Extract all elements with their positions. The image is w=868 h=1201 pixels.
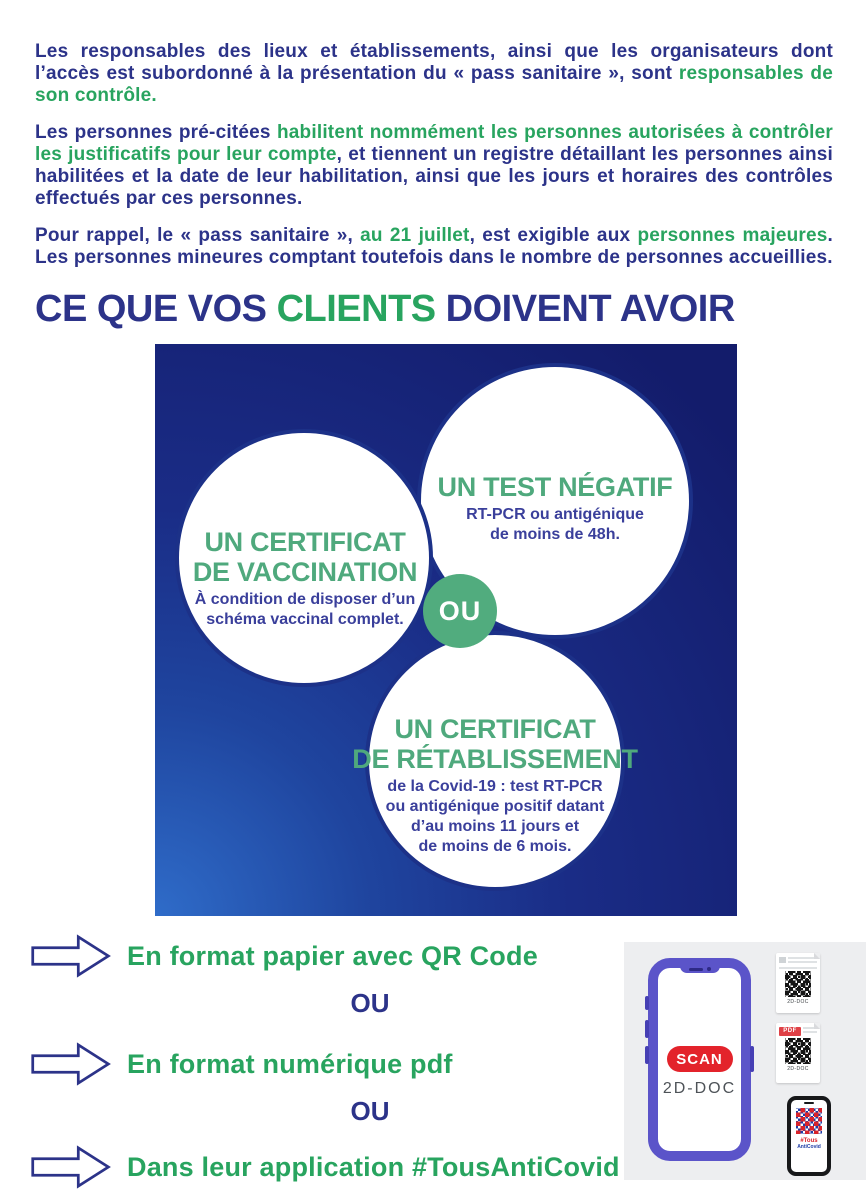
paragraph-rappel bbox=[35, 225, 833, 269]
vaccination-title bbox=[180, 527, 430, 587]
phone-side-button bbox=[645, 1046, 649, 1064]
paragraph-segment: Pour rappel, le « pass sanitaire », bbox=[35, 225, 361, 246]
phone-speaker bbox=[804, 1102, 814, 1104]
phone-notch bbox=[680, 965, 720, 973]
option-row-numerique bbox=[30, 1041, 453, 1087]
document-line bbox=[803, 1031, 817, 1033]
option-label-papier: En format papier avec QR Code bbox=[127, 940, 538, 971]
heading-segment: DOIVENT AVOIR bbox=[435, 288, 735, 330]
test-negatif-title-line: UN TEST NÉGATIF bbox=[437, 472, 673, 502]
paragraph-segment: . Les personnes mineures comptant toutefois dans le nombre de personnes accueillies. bbox=[35, 225, 833, 268]
document-line bbox=[788, 957, 817, 959]
document-line bbox=[788, 961, 817, 963]
tousanticovid-logo-line: AntiCovid bbox=[797, 1144, 821, 1150]
test-negatif-subtitle-line: de moins de 48h. bbox=[490, 526, 620, 543]
right-arrow-icon bbox=[30, 1144, 112, 1190]
option-label-application: Dans leur application #TousAntiCovid bbox=[127, 1151, 620, 1182]
pass-sanitaire-infographic bbox=[155, 344, 737, 916]
paragraph-segment-highlight: personnes majeures bbox=[637, 225, 828, 246]
ou-separator: OU bbox=[350, 988, 390, 1018]
paragraph-segment-highlight: responsables de son contrôle. bbox=[35, 63, 833, 106]
vaccination-subtitle-line: schéma vaccinal complet. bbox=[206, 611, 404, 628]
qr-caption: 2D-DOC bbox=[787, 999, 809, 1005]
option-label-numerique: En format numérique pdf bbox=[127, 1048, 453, 1079]
retablissement-title bbox=[338, 714, 652, 774]
phone-side-button bbox=[750, 1046, 754, 1072]
document-header-lines bbox=[803, 1027, 817, 1035]
ou-connector-circle: OU bbox=[423, 574, 497, 648]
document-line bbox=[803, 1027, 817, 1029]
heading-segment-highlight: CLIENTS bbox=[276, 288, 436, 330]
document-header bbox=[779, 1027, 817, 1036]
paragraph-habilitation bbox=[35, 122, 833, 210]
retablissement-title-line: UN CERTIFICAT bbox=[394, 714, 596, 744]
retablissement-subtitle-line: de moins de 6 mois. bbox=[418, 838, 572, 855]
document-header bbox=[779, 957, 817, 965]
paragraph-segment-highlight: au 21 juillet bbox=[360, 225, 470, 246]
paragraph-responsables bbox=[35, 41, 833, 107]
paragraph-segment: , et tiennent un registre détaillant les personnes ainsi habilitées et la date de leur habilitation, ainsi que les jours et horaires des contrôles effectués par ces personnes. bbox=[35, 144, 834, 209]
vaccination-text bbox=[180, 527, 430, 630]
tousanticovid-app-phone bbox=[787, 1096, 831, 1176]
vaccination-title-line: DE VACCINATION bbox=[192, 557, 418, 587]
retablissement-subtitle-line: ou antigénique positif datant bbox=[385, 798, 605, 815]
paper-qr-document bbox=[776, 953, 820, 1013]
intro-text-block bbox=[0, 0, 868, 269]
scan-button: SCAN bbox=[667, 1046, 733, 1072]
test-negatif-subtitle-line: RT-PCR ou antigénique bbox=[466, 506, 644, 523]
paragraph-segment: Les personnes pré-citées bbox=[35, 122, 277, 143]
scan-caption-2d-doc: 2D-DOC bbox=[662, 1080, 737, 1097]
phone-speaker bbox=[689, 968, 703, 971]
phone-camera-dot bbox=[707, 967, 711, 971]
pdf-badge: PDF bbox=[779, 1027, 801, 1036]
page-title bbox=[35, 289, 868, 329]
test-negatif-text bbox=[418, 472, 692, 545]
vaccination-title-line: UN CERTIFICAT bbox=[204, 527, 406, 557]
vaccination-subtitle-line: À condition de disposer d’un bbox=[194, 591, 416, 608]
test-negatif-title bbox=[418, 472, 692, 502]
retablissement-subtitle-line: de la Covid-19 : test RT-PCR bbox=[387, 778, 603, 795]
qr-caption: 2D-DOC bbox=[787, 1066, 809, 1072]
retablissement-title-line: DE RÉTABLISSEMENT bbox=[352, 744, 638, 774]
paragraph-segment-highlight: habilitent nommément les personnes autorisées à contrôler les justificatifs pour leur compte bbox=[35, 122, 834, 165]
paragraph-segment: Les responsables des lieux et établissements, ainsi que les organisateurs dont l’accès est subordonné à la présentation du « pass sanitaire », sont bbox=[35, 41, 833, 84]
test-negatif-subtitle bbox=[418, 505, 692, 545]
option-row-application bbox=[30, 1144, 620, 1190]
retablissement-subtitle bbox=[338, 777, 652, 857]
option-row-papier bbox=[30, 933, 538, 979]
tousanticovid-logo-line: #Tous bbox=[800, 1138, 818, 1144]
qr-code-icon bbox=[785, 1038, 811, 1064]
tousanticovid-logo bbox=[791, 1135, 827, 1150]
ou-separator: OU bbox=[350, 1096, 390, 1126]
retablissement-text bbox=[338, 714, 652, 857]
tousanticovid-illustration bbox=[624, 942, 866, 1180]
right-arrow-icon bbox=[30, 1041, 112, 1087]
paragraph-segment: , est exigible aux bbox=[469, 225, 638, 246]
vaccination-subtitle bbox=[180, 590, 430, 630]
smartphone-scan-illustration bbox=[648, 958, 751, 1161]
heading-segment: CE QUE VOS bbox=[35, 288, 277, 330]
colored-qr-code-icon bbox=[796, 1108, 822, 1134]
right-arrow-icon bbox=[30, 933, 112, 979]
document-header-lines bbox=[788, 957, 817, 965]
document-header-square bbox=[779, 957, 786, 963]
document-line bbox=[779, 967, 817, 969]
pdf-qr-document bbox=[776, 1023, 820, 1083]
phone-side-button bbox=[645, 996, 649, 1010]
retablissement-subtitle-line: d’au moins 11 jours et bbox=[410, 818, 580, 835]
phone-side-button bbox=[645, 1020, 649, 1038]
qr-code-icon bbox=[785, 971, 811, 997]
